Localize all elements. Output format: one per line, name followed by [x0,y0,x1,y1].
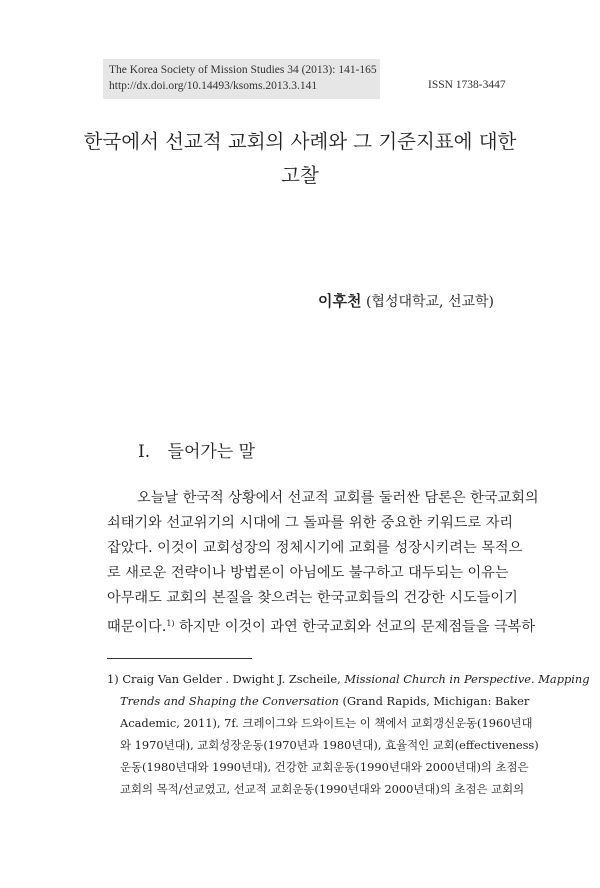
section-number: Ⅰ. [138,442,151,462]
body-line: 잡았다. 이것이 교회성장의 정체시기에 교회를 성장시키려는 목적으 [107,540,523,556]
footnote-line [107,668,590,690]
section-title: 들어가는 말 [167,442,256,462]
footnote [107,668,590,800]
body-paragraph [107,486,539,640]
author-line [318,290,494,311]
footnote-divider [107,658,252,659]
title-line-2: 고찰 [281,164,319,187]
footnote-publisher: (Grand Rapids, Michigan: Baker [338,694,530,708]
footnote-line: Academic, 2011), 7f. 크레이그와 드와이트는 이 책에서 교회갱신운동(1960년대 [120,716,533,730]
journal-line: The Korea Society of Mission Studies 34 (2013): 141-165 [109,64,377,76]
footnote-marker: 1) [107,672,119,686]
body-line [107,611,536,640]
journal-citation-box [103,59,380,99]
footnote-line: 와 1970년대), 교회성장운동(1970년과 1980년대), 효율적인 교회(effectiveness) [120,738,539,752]
footnote-line: 교회의 목적/선교였고, 선교적 교회운동(1990년대와 2000년대)의 초점은 교회의 [120,782,525,796]
footnote-line: 운동(1980년대와 1990년대), 건강한 교회운동(1990년대와 2000년대)의 초점은 [120,760,529,774]
footnote-book-title: Trends and Shaping the Conversation [120,694,339,708]
footnote-authors: Craig Van Gelder . Dwight J. Zscheile, [122,672,345,686]
footnote-line [107,690,530,712]
body-text-segment: 때문이다. [107,619,167,635]
footnote-book-title: Missional Church in Perspective. Mapping [344,672,590,686]
issn: ISSN 1738-3447 [428,79,506,91]
paper-title [60,125,540,193]
author-name: 이후천 [318,292,362,310]
body-line: 아무래도 교회의 본질을 찾으려는 한국교회들의 건강한 시도들이기 [107,590,518,606]
doi-line[interactable]: http://dx.doi.org/10.14493/ksoms.2013.3.141 [109,80,318,92]
section-heading [138,437,255,462]
body-line: 쇠태기와 선교위기의 시대에 그 돌파를 위한 중요한 키워드로 자리 [107,515,514,531]
title-line-1: 한국에서 선교적 교회의 사례와 그 기준지표에 대한 [83,130,517,153]
body-line: 로 새로운 전략이나 방법론이 아님에도 불구하고 대두되는 이유는 [107,565,509,581]
body-text-segment: 하지만 이것이 과연 한국교회와 선교의 문제점들을 극복하 [174,619,536,635]
footnote-reference[interactable]: 1) [166,619,175,628]
author-affiliation: (협성대학교, 선교학) [365,294,494,310]
body-line: 오늘날 한국적 상황에서 선교적 교회를 둘러싼 담론은 한국교회의 [137,490,539,506]
